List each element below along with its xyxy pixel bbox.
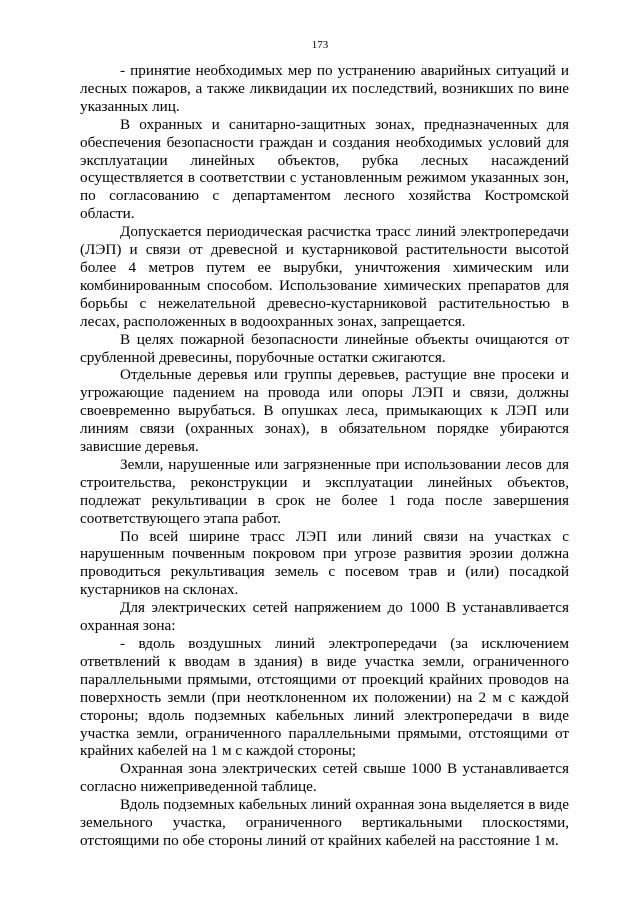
paragraph-route-clearing: Допускается периодическая расчистка трасс линий электропередачи (ЛЭП) и связи от древесной и кустарниковой растительности высотой более 4 метров путем ее вырубки, уничтожения химическим или комбинированным способом. Использование химических препаратов для борьбы с нежелательной древесно-кустарниковой растительностью в лесах, расположенных в водоохранных зонах, запрещается. xyxy=(80,223,569,330)
paragraph-low-voltage-zone: Для электрических сетей напряжением до 1000 В устанавливается охранная зона: xyxy=(80,599,569,635)
paragraph-fire-safety: В целях пожарной безопасности линейные объекты очищаются от срубленной древесины, порубочные остатки сжигаются. xyxy=(80,330,569,366)
paragraph-erosion-recultivation: По всей ширине трасс ЛЭП или линий связи на участках с нарушенным почвенным покровом при угрозе развития эрозии должна проводиться рекультивация земель с посевом трав и (или) посадкой кустарников на склонах. xyxy=(80,527,569,599)
paragraph-land-recultivation: Земли, нарушенные или загрязненные при использовании лесов для строительства, реконструкции и эксплуатации линейных объектов, подлежат рекультивации в срок не более 1 года после завершения соответствующего этапа работ. xyxy=(80,455,569,527)
paragraph-underground-cables: Вдоль подземных кабельных линий охранная зона выделяется в виде земельного участка, ограниченного вертикальными плоскостями, отстоящими по обе стороны линий от крайних кабелей на расстояние 1 м. xyxy=(80,796,569,849)
paragraph-high-voltage-zone: Охранная зона электрических сетей свыше 1000 В устанавливается согласно нижеприведенной таблице. xyxy=(80,760,569,796)
paragraph-hazard-trees: Отдельные деревья или группы деревьев, растущие вне просеки и угрожающие падением на провода или опоры ЛЭП и связи, должны своевременно вырубаться. В опушках леса, примыкающих к ЛЭП или линиям связи (охранных зонах), в обязательном порядке убираются зависшие деревья. xyxy=(80,366,569,456)
paragraph-accident-measures: - принятие необходимых мер по устранению аварийных ситуаций и лесных пожаров, а также ликвидации их последствий, возникших по вине указанных лиц. xyxy=(80,62,569,115)
paragraph-protection-zones-felling: В охранных и санитарно-защитных зонах, предназначенных для обеспечения безопасности граждан и создания необходимых условий для эксплуатации линейных объектов, рубка лесных насаждений осуществляется в соответствии с установленным режимом указанных зон, по согласованию с департаментом лесного хозяйства Костромской области. xyxy=(80,115,569,223)
document-body xyxy=(80,62,569,850)
page-number: 173 xyxy=(311,39,329,51)
paragraph-overhead-lines: - вдоль воздушных линий электропередачи (за исключением ответвлений к вводам в здания) в виде участка земли, ограниченного параллельными прямыми, отстоящими от проекций крайних проводов на поверхность земли (при неотклоненном их положении) на 2 м с каждой стороны; вдоль подземных кабельных линий электропередачи в виде участка земли, ограниченного параллельными прямыми, отстоящими от крайних кабелей на 1 м с каждой стороны; xyxy=(80,635,569,760)
